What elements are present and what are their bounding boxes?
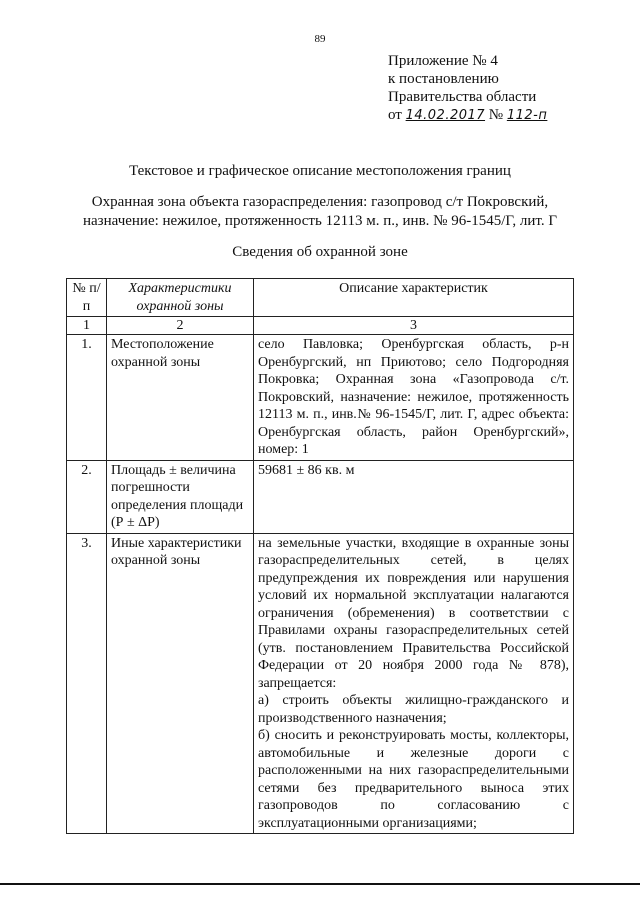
- row-2-description: 59681 ± 86 кв. м: [254, 460, 574, 533]
- appendix-number: 112-п: [506, 108, 548, 123]
- appendix-number-prefix: №: [488, 107, 504, 123]
- appendix-from-prefix: от: [388, 107, 402, 123]
- row-3-description-cell: [254, 533, 574, 834]
- index-cell-2: 2: [107, 317, 254, 335]
- index-cell-1: 1: [67, 317, 107, 335]
- header-description: Описание характеристик: [254, 279, 574, 317]
- table-row: [67, 533, 574, 834]
- document-title: Текстовое и графическое описание местоположения границ: [129, 163, 511, 179]
- row-1-characteristic: Местоположение охранной зоны: [107, 335, 254, 461]
- appendix-line-1: Приложение № 4: [388, 53, 498, 69]
- row-1-num: 1.: [67, 335, 107, 461]
- appendix-date: 14.02.2017: [405, 108, 486, 123]
- row-3-item-a: а) строить объекты жилищно-гражданского и производственного назначения;: [258, 693, 569, 726]
- object-description-line-2: назначение: нежилое, протяженность 12113 м. п., инв. № 96-1545/Г, лит. Г: [83, 213, 557, 229]
- appendix-block: [388, 52, 547, 125]
- zone-info-table: [66, 278, 574, 834]
- index-cell-3: 3: [254, 317, 574, 335]
- header-num: № п/п: [67, 279, 107, 317]
- row-1-description: село Павловка; Оренбургская область, р-н Оренбургский, нп Приютово; село Подгородняя Покровка; Охранная зона «Газопровода с/т. Покровский, назначение: нежилое, протяженность 12113 м. п., инв.№ 96-1545/Г, лит. Г, адрес объекта: Оренбургская область, район Оренбургский», номер: 1: [254, 335, 574, 461]
- bottom-divider: [0, 883, 640, 885]
- header-characteristics: Характеристики охранной зоны: [107, 279, 254, 317]
- row-2-num: 2.: [67, 460, 107, 533]
- object-description: [0, 193, 640, 231]
- appendix-line-2: к постановлению: [388, 71, 499, 87]
- row-3-description: на земельные участки, входящие в охранные зоны газораспределительных сетей, в целях предупреждения их повреждения или нарушения условий их нормальной эксплуатации налагаются ограничения (обременения) в соответствии с Правилами охраны газораспределительных сетей (утв. постановлением Правительства Российской Федерации от 20 ноября 2000 года № 878), запрещается:: [258, 535, 569, 691]
- object-description-line-1: Охранная зона объекта газораспределения: газопровод с/т Покровский,: [91, 194, 549, 210]
- page-number: 89: [314, 33, 326, 45]
- row-3-characteristic: Иные характеристики охранной зоны: [107, 533, 254, 834]
- row-2-characteristic: Площадь ± величина погрешности определения площади (Р ± ΔР): [107, 460, 254, 533]
- row-3-num: 3.: [67, 533, 107, 834]
- table-row: [67, 335, 574, 461]
- appendix-date-line: [388, 106, 547, 125]
- table-row: [67, 460, 574, 533]
- section-title: Сведения об охранной зоне: [232, 244, 408, 260]
- appendix-line-3: Правительства области: [388, 89, 537, 105]
- table-index-row: [67, 317, 574, 335]
- row-3-item-b: б) сносить и реконструировать мосты, коллекторы, автомобильные и железные дороги с расположенными на них газораспределительными сетями без предварительного выноса этих газопроводов по согласованию с эксплуатационными организациями;: [258, 728, 569, 831]
- table-header-row: [67, 279, 574, 317]
